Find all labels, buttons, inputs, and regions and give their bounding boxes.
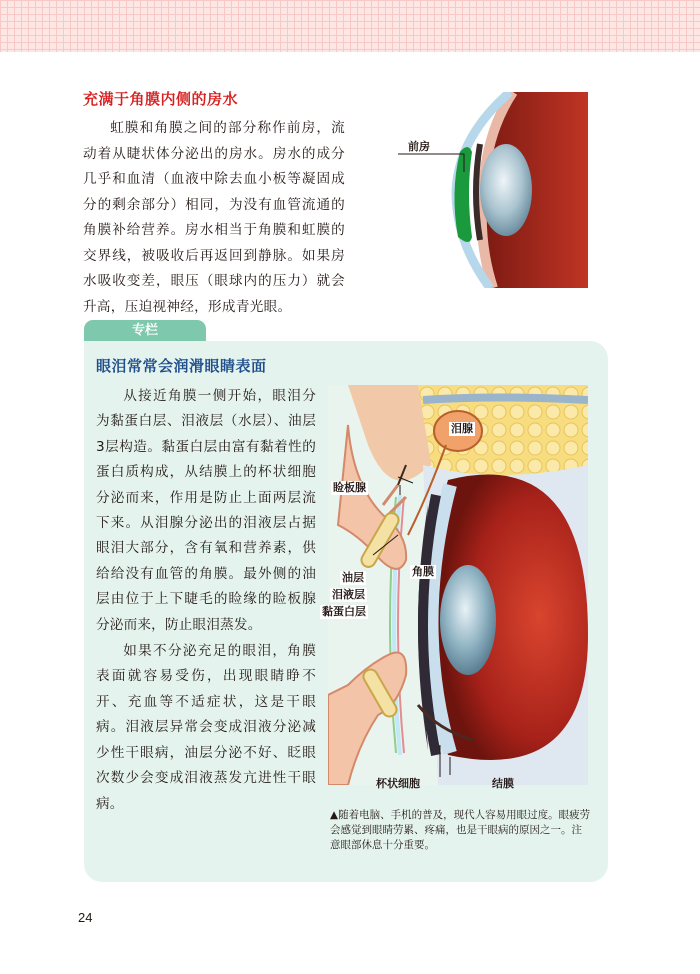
goblet-cell-label: 杯状细胞 (376, 777, 420, 790)
mucin-layer-label: 黏蛋白层 (322, 605, 366, 618)
column-tab: 专栏 (84, 320, 206, 342)
conjunctiva-label: 结膜 (492, 777, 514, 790)
column-paragraph: 如果不分泌充足的眼泪，角膜表面就容易受伤，出现眼睛睁不开、充血等不适症状，这是干眼病。泪液层异常会变成泪液分泌减少性干眼病，油层分泌不好、眨眼次数少会变成泪液蒸发亢进性干眼病。 (96, 643, 316, 812)
tear-film-figure (322, 385, 588, 790)
column-paragraph: 从接近角膜一侧开始，眼泪分为黏蛋白层、泪液层（水层）、油层3层构造。黏蛋白层由富有黏着性的蛋白质构成，从结膜上的杯状细胞分泌而来，作用是防止上面两层流下来。从泪腺分泌出的泪液层占据眼泪大部分，含有氧和营养素，供给给没有血管的角膜。最外侧的油层由位于上下睫毛的睑缘的睑板腺分泌而来，防止眼泪蒸发。 (96, 388, 316, 633)
oil-layer-label: 油层 (342, 571, 364, 584)
section-title: 充满于角膜内侧的房水 (83, 90, 239, 108)
figure-caption: ▲随着电脑、手机的普及，现代人容易用眼过度。眼疲劳会感觉到眼睛劳累、疼痛，也是干眼病的原因之一。注意眼部休息十分重要。 (330, 809, 591, 851)
section-paragraph: 虹膜和角膜之间的部分称作前房，流动着从睫状体分泌出的房水。房水的成分几乎和血清（血液中除去血小板等凝固成分的剩余部分）相同，为没有血管流通的角膜补给营养。房水相当于角膜和虹膜的交界线，被吸收后再返回到静脉。如果房水吸收变差，眼压（眼球内的压力）就会升高，压迫视神经，形成青光眼。 (83, 120, 345, 315)
column-title: 眼泪常常会润滑眼睛表面 (96, 357, 267, 375)
header-band (0, 0, 700, 52)
lacrimal-gland-label: 泪腺 (451, 422, 473, 435)
page-number: 24 (78, 910, 93, 925)
aqueous-layer-label: 泪液层 (332, 588, 365, 601)
anterior-chamber-label: 前房 (408, 140, 430, 153)
meibomian-gland-label: 睑板腺 (333, 481, 366, 494)
column-text (96, 384, 316, 817)
anterior-chamber-figure (398, 92, 588, 288)
cornea-label: 角膜 (412, 565, 434, 578)
